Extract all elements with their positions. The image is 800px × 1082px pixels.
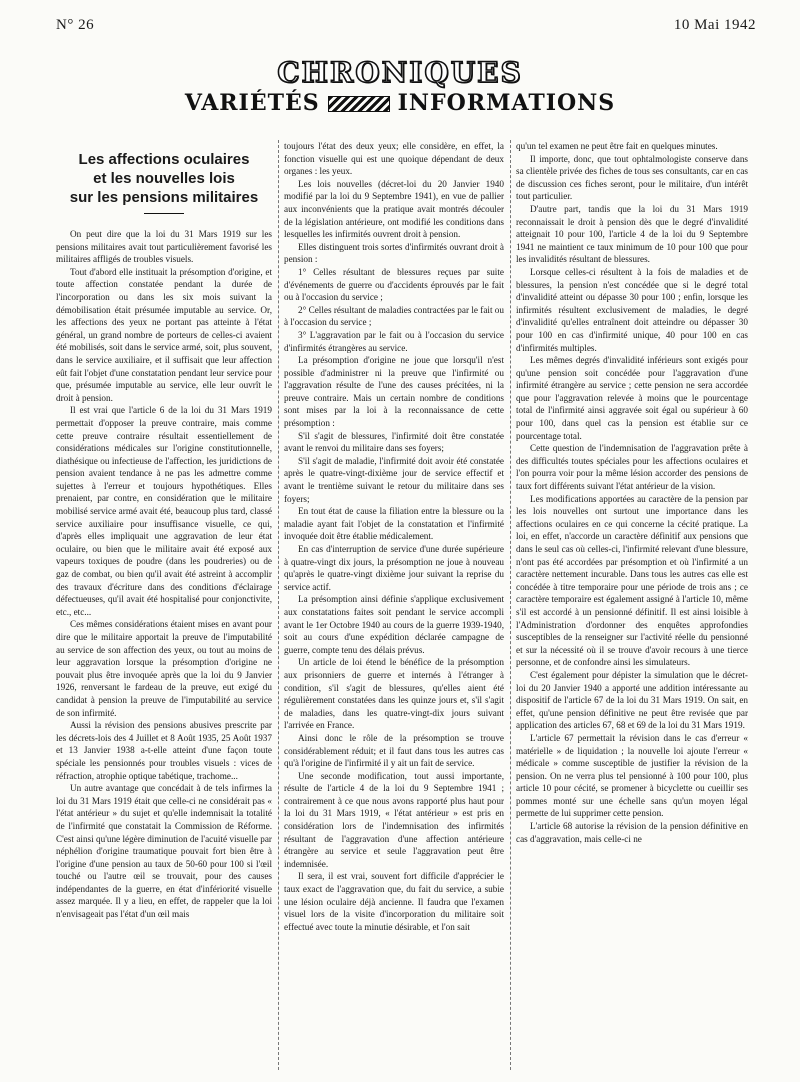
paragraph: Un autre avantage que concédait à de tels infirmes la loi du 31 Mars 1919 était que celle-ci ne considérait pas « l'état antérieur » du sujet et qu'elle indemnisait la totalité de l'infirmité que constatait la Commission de Réforme. C'est ainsi qu'une légère diminution de l'acuité visuelle par néphélion d'origine traumatique pouvait fort bien être à l'origine d'une pension au taux de 50-60 pour 100 si l'œil touché ou l'autre œil se trouvait, pour des causes indépendantes de la guerre, en état d'infériorité visuelle assez marquée. Il y a lieu, en effet, de rappeler que la loi n'envisageait pas l'état d'un œil mais <box>56 783 272 920</box>
title-rule <box>144 213 184 214</box>
article-column-3 <box>516 140 748 1070</box>
paragraph: Il sera, il est vrai, souvent fort difficile d'apprécier le taux exact de l'aggravation que, du fait du service, a subie une lésion oculaire déjà ancienne. Il faudra que l'examen visuel lors de la visite d'incorporation du militaire soit effectué avec toute la minutie désirable, et l'on sait <box>284 871 504 932</box>
paragraph: Ainsi donc le rôle de la présomption se trouve considérablement réduit; et il faut dans tous les autres cas qu'à l'origine de l'infirmité il y ait un fait de service. <box>284 732 504 769</box>
masthead-subtitle <box>0 90 800 116</box>
paragraph: L'article 67 permettait la révision dans le cas d'erreur « matérielle » de liquidation ; la nouvelle loi ajoute l'erreur « médicale » comme susceptible de justifier la révision de la pension. On ne verra plus tel pensionné à 100 pour 100, plus article 10 pour cécité, se promener à bicyclette ou cueillir ses pommes monté sur une échelle sans qu'un moyen légal permette de lui supprimer cette pension. <box>516 732 748 819</box>
paragraph: Elles distinguent trois sortes d'infirmités ouvrant droit à pension : <box>284 241 504 265</box>
paragraph: S'il s'agit de maladie, l'infirmité doit avoir été constatée après le quatre-vingt-dixième jour de service effectif et avant le trentième suivant le retour du militaire dans ses foyers; <box>284 455 504 504</box>
paragraph: En tout état de cause la filiation entre la blessure ou la maladie ayant fait l'objet de la constatation et l'infirmité invoquée doit être établie médicalement. <box>284 506 504 542</box>
masthead-varietes: VARIÉTÉS <box>184 90 320 116</box>
paragraph: 1° Celles résultant de blessures reçues par suite d'événements de guerre ou d'accidents éprouvés par le fait ou à l'occasion du service ; <box>284 266 504 303</box>
paragraph: Les mêmes degrés d'invalidité inférieurs sont exigés pour qu'une pension soit concédée pour l'aggravation d'une infirmité étrangère au service ; cette pension ne sera accordée que pour l'aggravation relevée à moins que le pourcentage total de l'infirmité ainsi aggravée soit égal ou supérieur à 60 pour 100, dans quel cas la pension est établie sur ce pourcentage total. <box>516 355 748 441</box>
article-title: Les affections oculaires et les nouvelles lois sur les pensions militaires <box>69 151 259 206</box>
paragraph: 3° L'aggravation par le fait ou à l'occasion du service d'infirmités étrangères au service. <box>284 329 504 353</box>
column-divider <box>510 140 511 1070</box>
paragraph: S'il s'agit de blessures, l'infirmité doit être constatée avant le renvoi du militaire dans ses foyers; <box>284 430 504 454</box>
paragraph: C'est également pour dépister la simulation que le décret-loi du 20 Janvier 1940 a apporté une addition intéressante au dispositif de l'article 67 de la loi du 31 Mars 1919. On sait, en effet, qu'une pension définitive ne peut être revisée que par application des articles 67, 68 et 69 de la loi du 31 Mars 1919. <box>516 669 748 731</box>
paragraph: Lorsque celles-ci résultent à la fois de maladies et de blessures, la pension n'est concédée que si le degré total d'invalidité atteint ou dépasse 30 pour 100 ; enfin, lorsque les infirmités résultent exclusivement de maladies, le degré d'invalidité qu'elles entraînent doit atteindre ou dépasser 30 pour 100 en cas d'infirmité unique, 40 pour 100 en cas d'infirmités multiples. <box>516 266 748 353</box>
paragraph: On peut dire que la loi du 31 Mars 1919 sur les pensions militaires avait tout particulièrement favorisé les militaires affligés de troubles visuels. <box>56 229 272 265</box>
paragraph: Cette question de l'indemnisation de l'aggravation prête à des difficultés toutes spéciales pour les affections oculaires et l'on pourra voir pour la même lésion accorder des pensions de taux fort différents suivant l'état antérieur de la vision. <box>516 443 748 492</box>
paragraph: Aussi la révision des pensions abusives prescrite par les décrets-lois des 4 Juillet et 8 Août 1935, 25 Août 1937 et 13 Janvier 1938 a-t-elle atteint d'une façon toute spéciale les pensionnés pour troubles visuels : vices de réfraction, atrophie optique tabétique, trachome... <box>56 720 272 781</box>
paragraph: Une seconde modification, tout aussi importante, résulte de l'article 4 de la loi du 9 Septembre 1941 ; contrairement à ce que nous avons rapporté plus haut pour la loi du 31 Mars 1919, « l'état antérieur » est pris en considération lors de l'indemnisation des infirmités résultant de l'aggravation d'une affection antérieure étrangère au service et seule l'aggravation peut être indemnisée. <box>284 770 504 869</box>
paragraph: Un article de loi étend le bénéfice de la présomption aux prisonniers de guerre et internés à l'étranger à condition, s'il s'agit de blessures, qu'elles aient été régulièrement constatées dans les quinze jours et, s'il s'agit de maladies, dans les quatre-vingt-dix jours suivant l'arrivée en France. <box>284 657 504 731</box>
paragraph: Tout d'abord elle instituait la présomption d'origine, et toute affection constatée pendant la durée de l'incorporation ou dans les six mois suivant la démobilisation était présumée imputable au service. Or, les affections des yeux ne portant pas atteinte à l'état général, un grand nombre de porteurs de celles-ci avaient été mobilisés, soit dans le service armé, soit, plus souvent, dans le service auxiliaire, et il suffisait que leur affection eût fait l'objet d'une constatation pendant leur service pour que, présumée imputable au service, elle leur ouvrît le droit à pension. <box>56 266 272 403</box>
article-column-2 <box>284 140 504 1070</box>
paragraph: qu'un tel examen ne peut être fait en quelques minutes. <box>516 141 718 151</box>
issue-number: N° 26 <box>56 17 95 33</box>
paragraph: Ces mêmes considérations étaient mises en avant pour dire que le militaire apportait la preuve de l'imputabilité au service de son affection des yeux, ou tout au moins de leur aggravation lorsque la présomption d'origine ne pouvait plus être invoquée après que la loi du 9 Janvier 1926, renversant le fardeau de la preuve, eut exigé du candidat à pension la preuve de l'imputabilité au service de son infirmité. <box>56 619 272 718</box>
paragraph: D'autre part, tandis que la loi du 31 Mars 1919 reconnaissait le droit à pension dès que le degré d'invalidité atteignait 10 pour 100, l'article 4 de la loi du 9 Septembre 1941 ne maintient ce taux minimum de 10 pour 100 que pour les invalidités résultant de blessures. <box>516 203 748 265</box>
paragraph: Les modifications apportées au caractère de la pension par les lois nouvelles ont surtout une importance dans les affections oculaires en ce qui concerne la cécité pratique. La loi, en effet, n'accorde un caractère définitif aux pensions que dans le seul cas où celles-ci, l'infirmité relevant d'une blessure, n'ont pas été accordées par présomption et où l'infirmité a un caractère nettement incurable. Dans tous les autres cas elle est concédée à titre temporaire pour une période de trois ans ; ce caractère temporaire est également assigné à l'article 10, même s'il est accordé à un pensionné définitif. Il est ainsi loisible à l'Administration d'ordonner des enquêtes approfondies susceptibles de la renseigner sur l'activité réelle du pensionné et sur la nécessité où il se trouve d'avoir recours à une tierce personne, et de confondre ainsi les simulateurs. <box>516 493 748 668</box>
paragraph: La présomption d'origine ne joue que lorsqu'il n'est possible d'administrer ni la preuve que l'infirmité ou l'aggravation résulte de l'une des causes précitées, ni la preuve contraire. Mais un certain nombre de conditions sont mises par la loi à la reconnaissance de cette présomption : <box>284 355 504 429</box>
paragraph: Les lois nouvelles (décret-loi du 20 Janvier 1940 modifié par la loi du 9 Septembre 1941), en vue de pallier aux inconvénients que la pratique avait montrés découler de la législation antérieure, ont modifié les conditions dans lesquelles les infirmités ouvrent droit à pension. <box>284 178 504 240</box>
masthead-informations: INFORMATIONS <box>397 90 616 116</box>
paragraph: Il est vrai que l'article 6 de la loi du 31 Mars 1919 permettait d'opposer la preuve contraire, mais comme cette preuve contraire résultait essentiellement de considérations médicales sur l'origine constitutionnelle, diathésique ou infectieuse de l'affection, les juridictions de pension avaient tendance à ne pas les admettre comme sujettes à l'erreur et toujours hypothétiques. Elles prenaient, par contre, en considération que le militaire mobilisé service armé avait été, beaucoup plus tard, classé service auxiliaire pour insuffisance visuelle, ce qui, d'après elles impliquait une aggravation de leur état oculaire, ou bien que le militaire avait été exposé aux vapeurs toxiques de poudre (dans les poudreries) ou de gaz de combat, ou bien qu'il avait été astreint à accomplir des travaux d'écriture dans des conditions d'éclairage défectueuses, qu'il avait été hospitalisé pour conjonctivite, etc., etc... <box>56 405 272 617</box>
paragraph: L'article 68 autorise la révision de la pension définitive en cas d'aggravation, mais celle-ci ne <box>516 821 748 844</box>
paragraph: 2° Celles résultant de maladies contractées par le fait ou à l'occasion du service ; <box>284 304 504 328</box>
issue-date: 10 Mai 1942 <box>673 17 756 33</box>
ornament-icon <box>328 96 390 112</box>
masthead-chroniques: CHRONIQUES <box>277 56 523 89</box>
paragraph: Il importe, donc, que tout ophtalmologiste conserve dans sa clientèle privée des fiches de tous ses consultants, car en cas de discussion ces fiches seront, pour le militaire, d'un intérêt tout particulier. <box>516 153 748 202</box>
paragraph: En cas d'interruption de service d'une durée supérieure à quatre-vingt dix jours, la présomption ne joue à nouveau qu'après le quatre-vingt dixième jour suivant la reprise du service actif. <box>284 544 504 592</box>
paragraph: La présomption ainsi définie s'applique exclusivement aux constatations faites soit pendant le service accompli avant le 1er Octobre 1940 au cours de la guerre 1939-1940, soit au cours d'une expédition déclarée campagne de guerre, compte tenu des délais prévus. <box>284 594 504 655</box>
column-divider <box>278 140 279 1070</box>
paragraph: toujours l'état des deux yeux; elle considère, en effet, la fonction visuelle qui est une quoique dépendant de deux organes : les yeux. <box>284 141 504 177</box>
article-column-1 <box>56 140 272 1070</box>
